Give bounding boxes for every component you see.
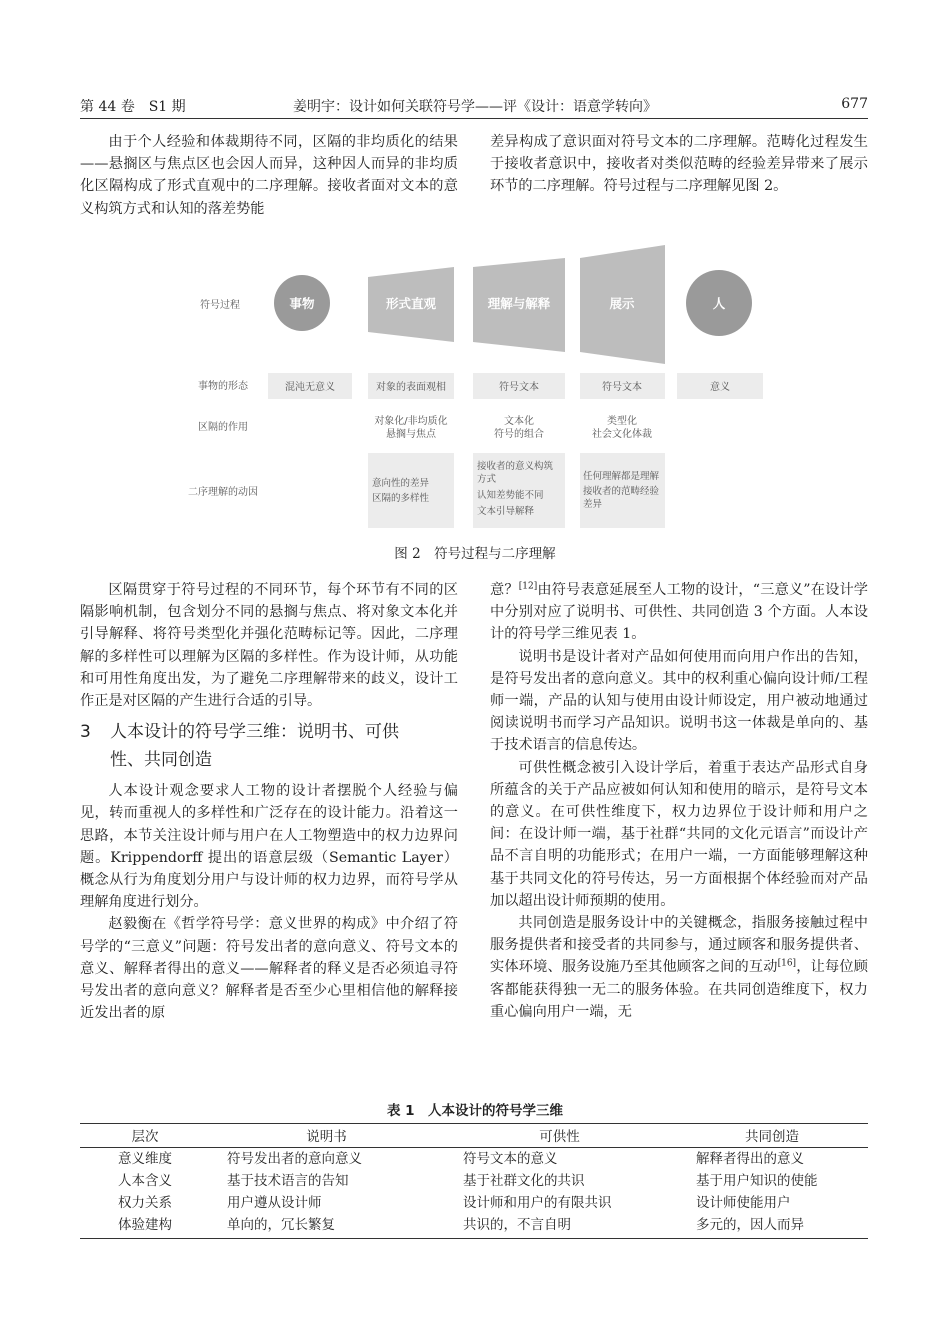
text-run: ，让每位顾客都能获得独一无二的服务体验。在共同创造维度下，权力重心偏向用户一端，无: [490, 959, 868, 1020]
text-run: 由符号表意延展至人工物的设计，“三意义”在设计学中分别对应了说明书、可供性、共同创造 3 个方面。人本设计的符号学三维见表 1。: [490, 582, 868, 643]
paragraph: 区隔贯穿于符号过程的不同环节，每个环节有不同的区隔影响机制，包含划分不同的悬搁与焦点、将对象文本化并引导解释、将符号类型化并强化范畴标记等。因此，二序理解的多样性可以理解为区隔的多样性。作为设计师，从功能和可用性角度出发，为了避免二序理解带来的歧义，设计工作正是对区隔的产生进行合适的引导。: [80, 582, 458, 710]
table-cell: 符号发出者的意向意义: [227, 1151, 362, 1167]
table-1: [80, 1123, 868, 1236]
text-run: 共同创造是服务设计中的关键概念，指服务接触过程中服务提供者和接受者的共同参与，通过顾客和服务提供者、实体环境、服务设施乃至其他顾客之间的互动: [490, 915, 868, 976]
stage-label-understand: 理解与解释: [487, 296, 551, 311]
paragraph: [490, 912, 868, 1023]
paragraph: 差异构成了意识面对符号文本的二序理解。范畴化过程发生于接收者意识中，接收者对类似范畴的经验差异带来了展示环节的二序理解。符号过程与二序理解见图 2。: [490, 134, 868, 195]
paragraph: 说明书是设计者对产品如何使用而向用户作出的告知，是符号发出者的意向意义。其中的权利重心偏向设计师/工程师一端，产品的认知与使用由设计师设定，用户被动地通过阅读说明书而学习产品知识。说明书这一体裁是单向的、基于技术语言的信息传达。: [490, 648, 868, 754]
motive-text: 差异: [583, 499, 603, 510]
form-text: 对象的表面观相: [376, 382, 446, 393]
role-text: 文本化: [504, 416, 534, 427]
row-label-process: 符号过程: [200, 300, 240, 311]
stage-label-form: 形式直观: [385, 296, 437, 311]
role-text: 对象化/非均质化: [374, 416, 448, 427]
motive-text: 意向性的差异: [372, 478, 430, 489]
table-row: [80, 1214, 868, 1236]
table-bottom-rule: [80, 1238, 868, 1239]
section-title-line-1: 人本设计的符号学三维：说明书、可供: [110, 722, 399, 743]
table-cell: 用户遵从设计师: [227, 1195, 322, 1211]
header-rule: [80, 118, 868, 119]
paragraph: 由于个人经验和体裁期待不同，区隔的非均质化的结果——悬搁区与焦点区也会因人而异，这种因人而异的非均质化区隔构成了形式直观中的二序理解。接收者面对文本的意义构筑方式和认知的落差势能: [80, 134, 458, 217]
citation: [16]: [777, 958, 797, 969]
paragraph: [490, 579, 868, 646]
motive-text: 认知差势能不同: [477, 490, 544, 501]
role-text: 类型化: [607, 416, 637, 427]
page-number: 677: [841, 96, 868, 112]
table-cell: 多元的，因人而异: [696, 1217, 804, 1233]
stage-label-display: 展示: [609, 296, 635, 311]
table-cell: 单向的，冗长繁复: [227, 1217, 335, 1233]
text-run: 意？: [490, 582, 519, 598]
running-header-volume: 第 44 卷 S1 期: [80, 99, 186, 115]
section-number: 3: [80, 722, 91, 743]
paragraph: 人本设计观念要求人工物的设计者摆脱个人经验与偏见，转而重视人的多样性和广泛存在的设计能力。沿着这一思路，本节关注设计师与用户在人工物塑造中的权力边界问题。Krippendorff 提出的语意层级（Semantic Layer）概念从行为角度划分用户与设计师的权力边界，而符号学从理解角度进行划分。: [80, 783, 458, 911]
table-cell: 共识的，不言自明: [463, 1217, 571, 1233]
motive-text: 文本引导解释: [477, 506, 535, 517]
table-row: [80, 1170, 868, 1192]
table-header-row: [80, 1123, 868, 1148]
table-cell: 基于社群文化的共识: [463, 1173, 585, 1189]
top-right-column: [490, 131, 868, 198]
table-cell: 体验建构: [118, 1217, 172, 1233]
motive-text: 任何理解都是理解: [583, 471, 660, 482]
table-header-cell: 共同创造: [676, 1123, 868, 1148]
stage-label-thing: 事物: [289, 296, 315, 311]
paragraph: 赵毅衡在《哲学符号学：意义世界的构成》中介绍了符号学的“三意义”问题：符号发出者的意向意义、符号文本的意义、解释者得出的意义——解释者的释义是否必须追寻符号发出者的意向意义？解释者是否至少心里相信他的解释接近发出者的原: [80, 916, 458, 1022]
table-cell: 解释者得出的意义: [696, 1151, 804, 1167]
motive-text: 区隔的多样性: [372, 493, 430, 504]
table-caption: 表 1 人本设计的符号学三维: [386, 1103, 564, 1119]
table-cell: 意义维度: [118, 1151, 172, 1167]
table-cell: 权力关系: [118, 1195, 172, 1211]
bottom-left-column: [80, 579, 458, 1024]
table-row: [80, 1148, 868, 1171]
section-title-line-2: 性、共同创造: [110, 750, 212, 771]
citation: [12]: [518, 581, 538, 592]
figure-2-diagram: [180, 240, 780, 535]
section-heading: [80, 718, 458, 774]
form-text: 符号文本: [602, 382, 642, 393]
motive-text: 接收者的范畴经验: [583, 486, 660, 497]
role-text: 符号的组合: [494, 429, 544, 440]
row-label-form: 事物的形态: [198, 381, 248, 392]
table-header-cell: 可供性: [443, 1123, 676, 1148]
role-text: 悬搁与焦点: [386, 429, 436, 440]
form-text: 混沌无意义: [285, 382, 335, 393]
table-cell: 设计师和用户的有限共识: [463, 1195, 612, 1211]
motive-box: [368, 453, 454, 528]
bottom-right-column: [490, 579, 868, 1023]
table-header-cell: 说明书: [210, 1123, 443, 1148]
row-label-motive: 二序理解的动因: [188, 487, 258, 498]
stage-label-person: 人: [712, 296, 726, 311]
motive-text: 接收者的意义构筑: [477, 461, 554, 472]
top-left-column: [80, 131, 458, 220]
figure-caption: 图 2 符号过程与二序理解: [394, 546, 556, 562]
running-header-title: 姜明宇：设计如何关联符号学——评《设计：语意学转向》: [293, 99, 657, 115]
table-header-cell: 层次: [80, 1123, 210, 1148]
table-cell: 人本含义: [118, 1173, 172, 1189]
table-cell: 设计师使能用户: [696, 1195, 791, 1211]
role-text: 社会文化体裁: [592, 429, 652, 440]
paragraph: 可供性概念被引入设计学后，着重于表达产品形式自身所蕴含的关于产品应被如何认知和使用的暗示，是符号文本的意义。在可供性维度下，权力边界位于设计师和用户之间：在设计师一端，基于社群“共同的文化元语言”而设计产品不言自明的功能形式；在用户一端，一方面能够理解这种基于共同文化的符号传达，另一方面根据个体经验而对产品加以超出设计师预期的使用。: [490, 759, 868, 909]
row-label-role: 区隔的作用: [198, 422, 248, 433]
form-text: 意义: [710, 382, 730, 393]
table-cell: 基于用户知识的使能: [696, 1173, 818, 1189]
form-text: 符号文本: [499, 382, 539, 393]
table-cell: 符号文本的意义: [463, 1151, 558, 1167]
table-cell: 基于技术语言的告知: [227, 1173, 349, 1189]
table-row: [80, 1192, 868, 1214]
motive-text: 方式: [477, 474, 497, 485]
